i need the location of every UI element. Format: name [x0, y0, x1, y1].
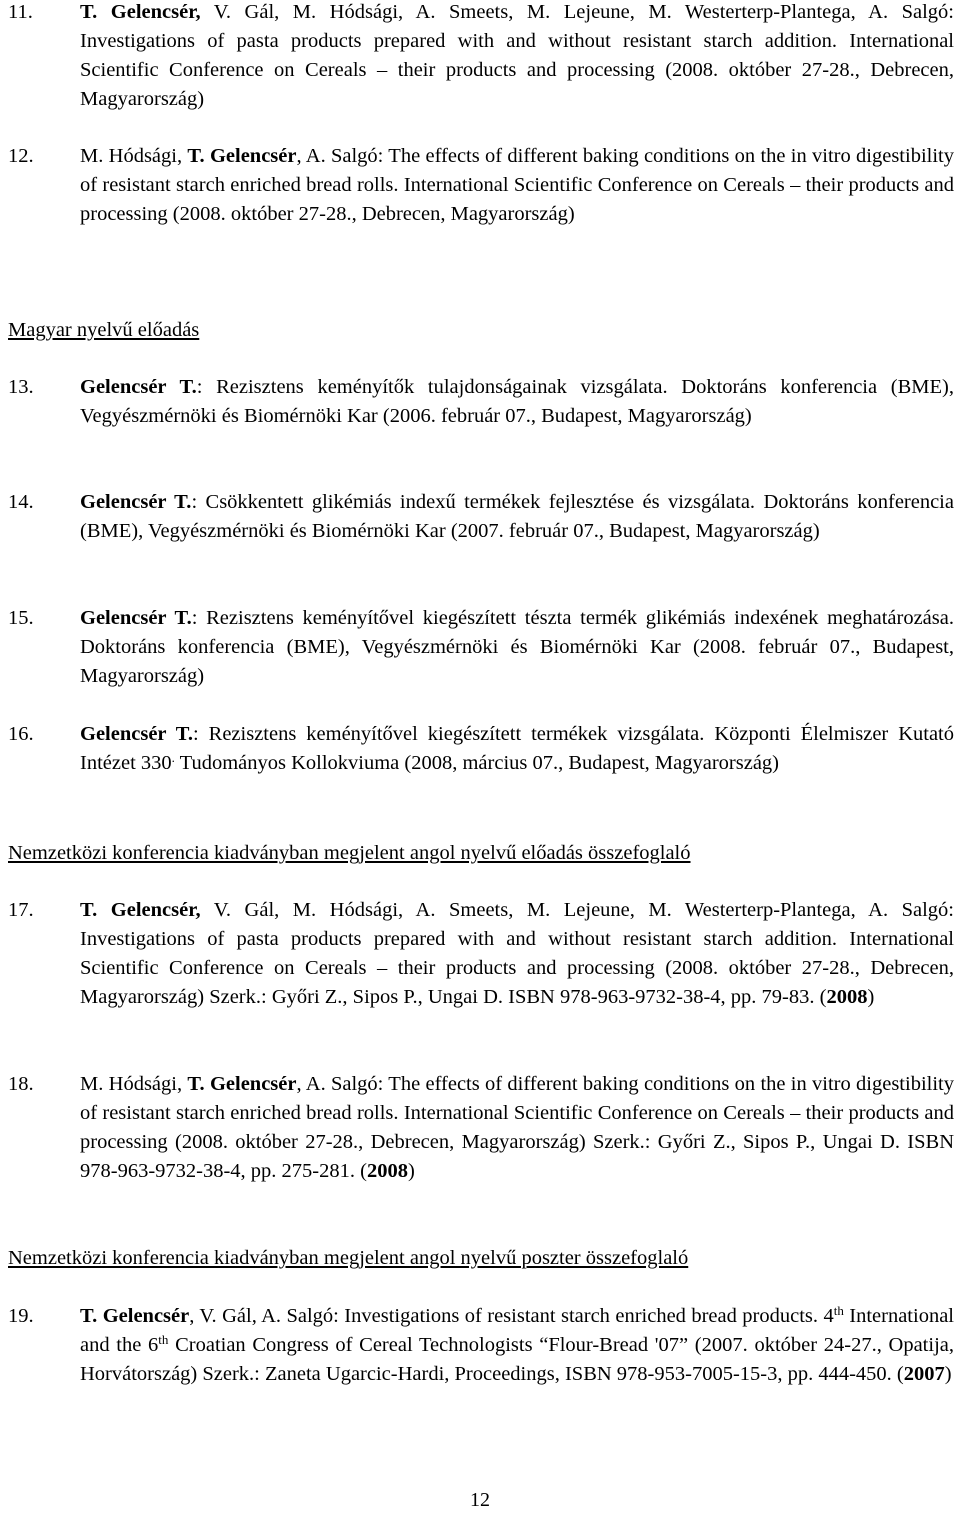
page-number: 12 [470, 1489, 490, 1511]
entry-text: : Rezisztens keményítővel kiegészített termékek vizsgálata. Központi Élelmiszer Kutató Intézet 330 [80, 723, 954, 774]
author-highlight: T. Gelencsér [187, 145, 297, 167]
entry-number: 11. [8, 1, 33, 23]
author-highlight: Gelencsér T. [80, 607, 192, 629]
entry-text-close: ) [407, 1160, 415, 1182]
section-heading-magyar: Magyar nyelvű előadás [8, 319, 200, 341]
entry-text: V. Gál, M. Hódsági, A. Smeets, M. Lejeune, M. Westerterp-Plantega, A. Salgó: Investigations of pasta products prepared with and without resistant starch addition. International Scientific Conference on Cereals – their products and processing (2008. október 27-28., Debrecen, Magyarország) Szerk.: Győri Z., Sipos P., Ungai D. ISBN 978-963-9732-38-4, pp. 79-83. ( [80, 899, 954, 1008]
entry-text: : Csökkentett glikémiás indexű termékek fejlesztése és vizsgálata. Doktoráns konferencia (BME), Vegyészmérnöki és Biomérnöki Kar (2007. február 07., Budapest, Magyarország) [80, 491, 954, 542]
entry-text: International and the 6 [80, 1305, 954, 1356]
entry-text: Tudományos Kollokviuma (2008, március 07., Budapest, Magyarország) [174, 752, 779, 774]
entry-text-pre: M. Hódsági, [80, 1073, 188, 1095]
publication-entry-12 [8, 142, 954, 229]
publication-entry-15 [8, 604, 954, 691]
entry-text: V. Gál, M. Hódsági, A. Smeets, M. Lejeune, M. Westerterp-Plantega, A. Salgó: Investigations of pasta products prepared with and without resistant starch addition. International Scientific Conference on Cereals – their products and processing (2008. október 27-28., Debrecen, Magyarország) [80, 1, 954, 110]
author-highlight: T. Gelencsér, [80, 1, 201, 23]
author-highlight: Gelencsér T. [80, 491, 192, 513]
publication-entry-17 [8, 896, 954, 1012]
author-highlight: Gelencsér T. [80, 723, 194, 745]
entry-number: 12. [8, 145, 34, 167]
year-highlight: 2008 [366, 1160, 408, 1182]
entry-text-close: ) [867, 986, 875, 1008]
entry-number: 15. [8, 607, 34, 629]
year-highlight: 2008 [826, 986, 868, 1008]
entry-number: 16. [8, 723, 34, 745]
entry-text: : Rezisztens keményítővel kiegészített tészta termék glikémiás indexének meghatározása. Doktoráns konferencia (BME), Vegyészmérnöki és Biomérnöki Kar (2008. február 07., Budapest, Magyarország) [80, 607, 954, 687]
publication-entry-11 [8, 0, 954, 114]
author-highlight: T. Gelencsér, [80, 899, 201, 921]
entry-text: , V. Gál, A. Salgó: Investigations of resistant starch enriched bread products. 4 [189, 1305, 834, 1327]
entry-text: : Rezisztens keményítők tulajdonságainak vizsgálata. Doktoráns konferencia (BME), Vegyészmérnöki és Biomérnöki Kar (2006. február 07., Budapest, Magyarország) [80, 376, 954, 427]
year-highlight: 2007 [903, 1363, 945, 1385]
entry-number: 19. [8, 1305, 34, 1327]
section-heading-conference-poster-abstracts: Nemzetközi konferencia kiadványban megjelent angol nyelvű poszter összefoglaló [8, 1247, 689, 1269]
publication-entry-18 [8, 1070, 954, 1186]
superscript: th [158, 1332, 169, 1347]
section-heading-conference-talk-abstracts: Nemzetközi konferencia kiadványban megjelent angol nyelvű előadás összefoglaló [8, 842, 691, 864]
publication-entry-19 [8, 1302, 954, 1389]
publication-entry-16 [8, 720, 954, 778]
superscript: . [171, 750, 175, 765]
entry-number: 18. [8, 1073, 34, 1095]
author-highlight: Gelencsér T. [80, 376, 197, 398]
entry-text: , A. Salgó: The effects of different baking conditions on the in vitro digestibility of resistant starch enriched bread rolls. International Scientific Conference on Cereals – their products and processing (2008. október 27-28., Debrecen, Magyarország) Szerk.: Győri Z., Sipos P., Ungai D. ISBN 978-963-9732-38-4, pp. 275-281. ( [80, 1073, 954, 1182]
superscript: th [833, 1303, 844, 1318]
entry-text: Croatian Congress of Cereal Technologists “Flour-Bread '07” (2007. október 24-27., Opatija, Horvátország) Szerk.: Zaneta Ugarcic-Hardi, Proceedings, ISBN 978-953-7005-15-3, pp. 444-450. ( [80, 1334, 954, 1385]
author-highlight: T. Gelencsér [80, 1305, 190, 1327]
entry-text-close: ) [944, 1363, 952, 1385]
entry-text: , A. Salgó: The effects of different baking conditions on the in vitro digestibility of resistant starch enriched bread rolls. International Scientific Conference on Cereals – their products and processing (2008. október 27-28., Debrecen, Magyarország) [80, 145, 954, 225]
entry-text-pre: M. Hódsági, [80, 145, 188, 167]
author-highlight: T. Gelencsér [187, 1073, 297, 1095]
entry-number: 17. [8, 899, 34, 921]
publication-entry-13 [8, 373, 954, 431]
publication-entry-14 [8, 488, 954, 546]
entry-number: 14. [8, 491, 34, 513]
entry-number: 13. [8, 376, 34, 398]
